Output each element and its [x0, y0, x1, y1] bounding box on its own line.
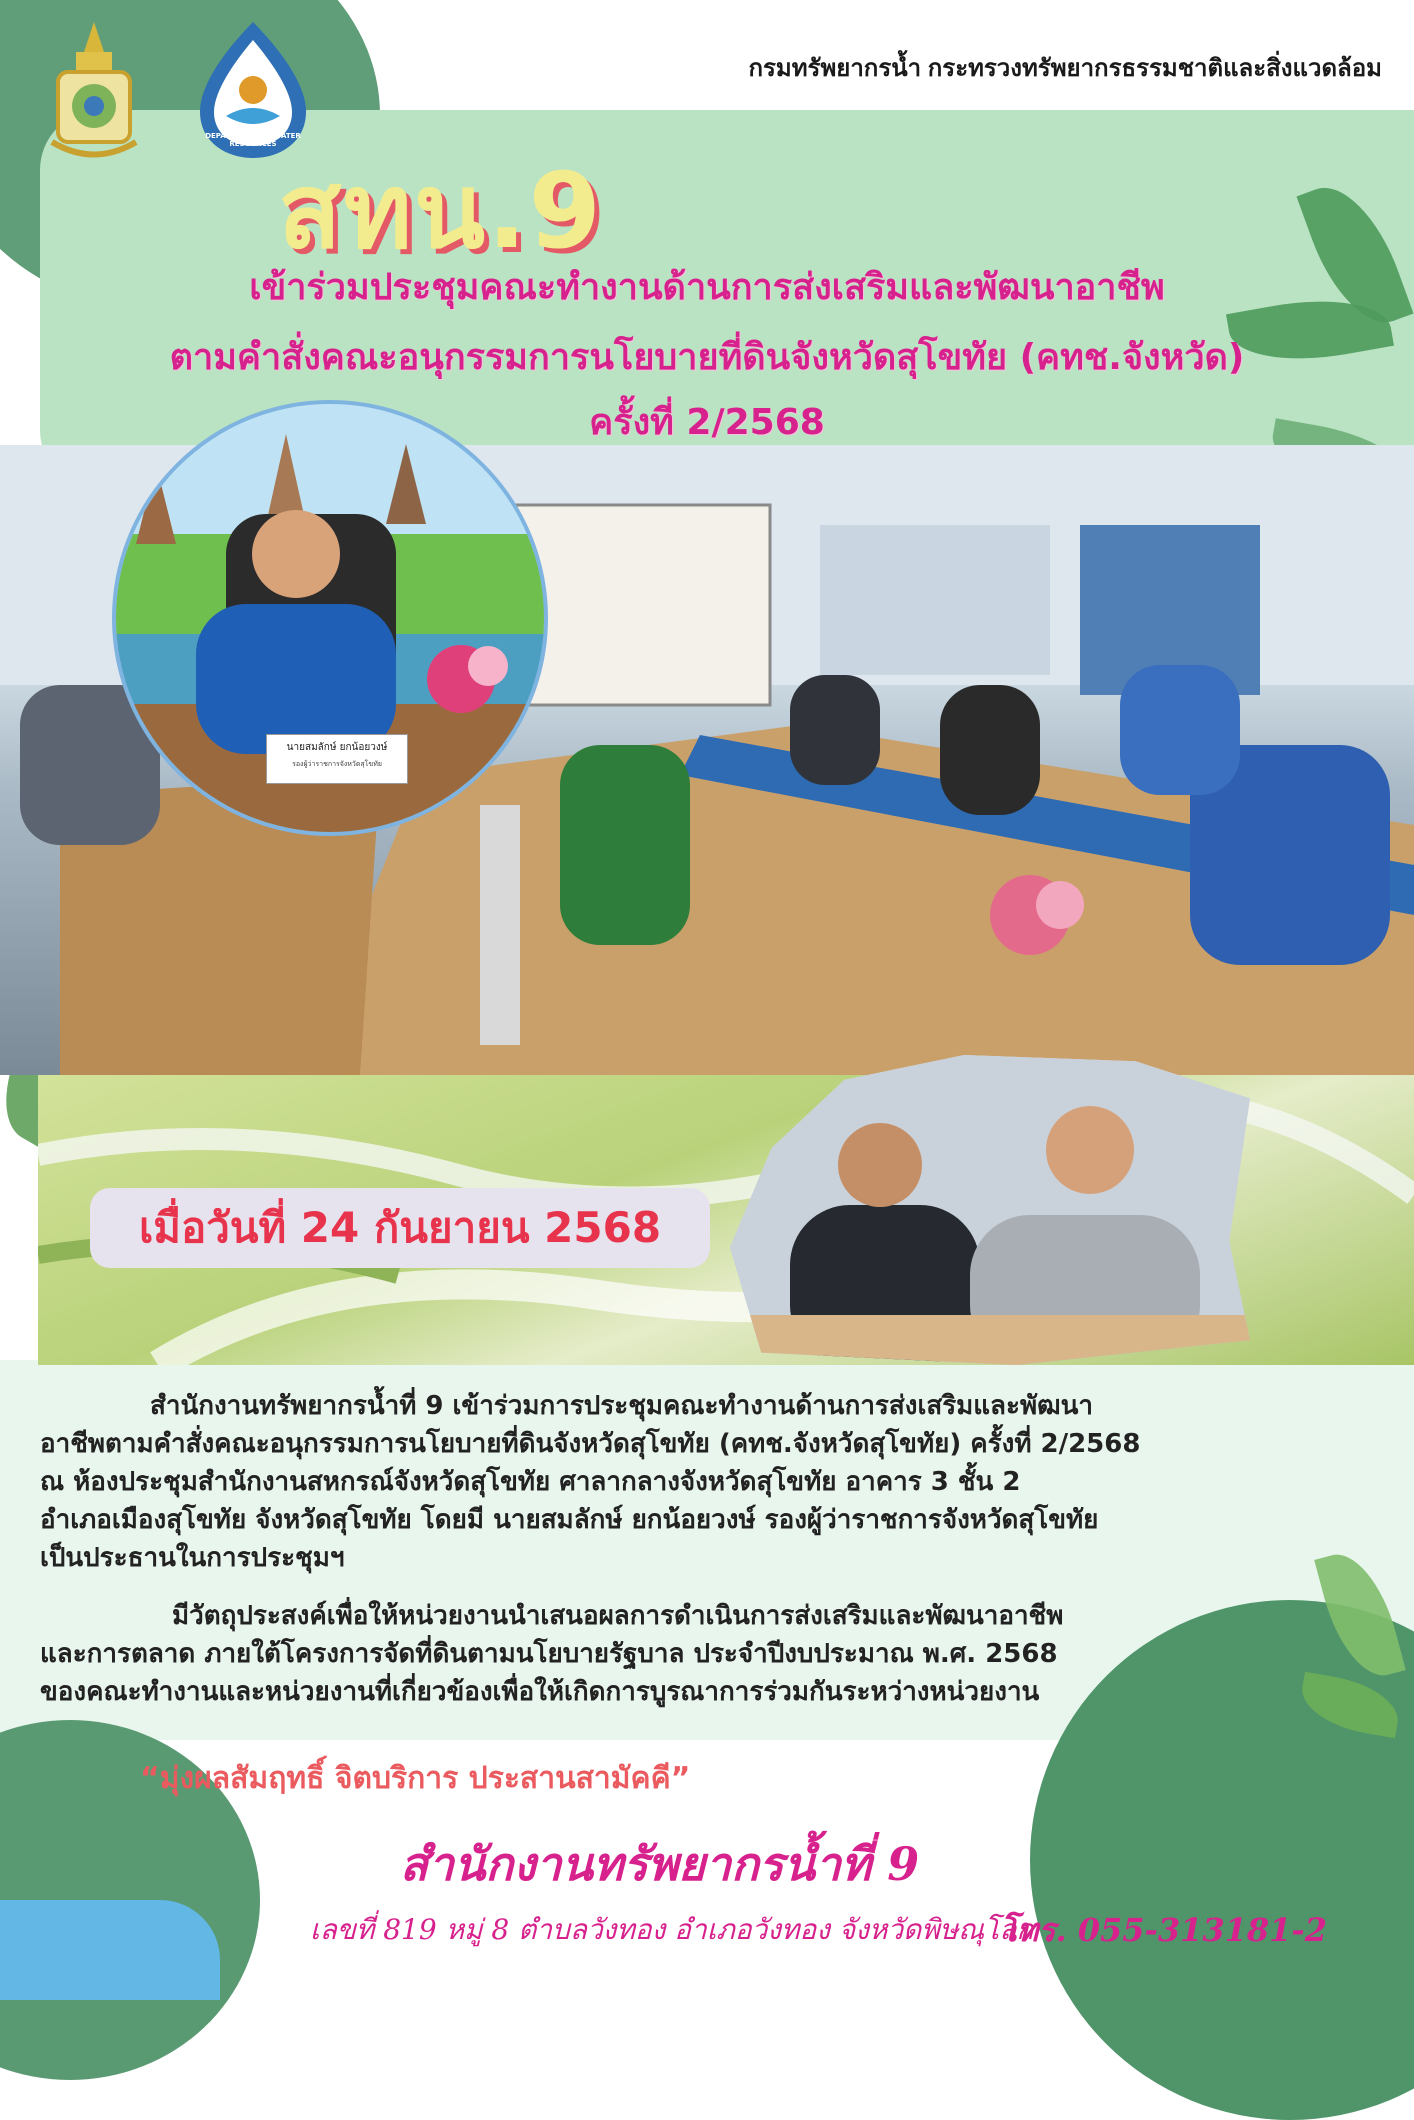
nameplate-name: นายสมลักษ์ ยกน้อยวงษ์ — [286, 742, 388, 753]
nameplate-title: รองผู้ว่าราชการจังหวัดสุโขทัย — [292, 760, 382, 768]
logo-caption: DEPARTMENT OF WATER RESOURCES — [205, 132, 301, 148]
footer-office-name: สำนักงานทรัพยากรน้ำที่ 9 — [400, 1837, 920, 1891]
paragraph-1-line-text: สำนักงานทรัพยากรน้ำที่ 9 เข้าร่วมการประชุมคณะทำงานด้านการส่งเสริมและพัฒนา — [150, 1391, 1093, 1421]
paragraph-1-line — [40, 1387, 1380, 1425]
paragraph-1-line: ณ ห้องประชุมสำนักงานสหกรณ์จังหวัดสุโขทัย ศาลากลางจังหวัดสุโขทัย อาคาร 3 ชั้น 2 — [40, 1467, 1021, 1497]
paragraph-1-line: อาชีพตามคำสั่งคณะอนุกรรมการนโยบายที่ดินจังหวัดสุโขทัย (คทช.จังหวัดสุโขทัย) ครั้งที่ 2/2568 — [40, 1429, 1141, 1459]
chairperson-portrait — [112, 400, 548, 836]
office-abbreviation: สทน.9 — [278, 150, 603, 272]
footer-address: เลขที่ 819 หมู่ 8 ตำบลวังทอง อำเภอวังทอง จังหวัดพิษณุโลก — [310, 1913, 1034, 1946]
paragraph-2-line — [40, 1597, 1380, 1635]
paragraph-1-line: อำเภอเมืองสุโขทัย จังหวัดสุโขทัย โดยมี นายสมลักษ์ ยกน้อยวงษ์ รองผู้ว่าราชการจังหวัดสุโขทัย — [40, 1505, 1099, 1535]
ministry-name: กรมทรัพยากรน้ำ กระทรวงทรัพยากรธรรมชาติและสิ่งแวดล้อม — [748, 55, 1382, 82]
date-badge — [90, 1188, 710, 1268]
paragraph-2-line: และการตลาด ภายใต้โครงการจัดที่ดินตามนโยบายรัฐบาล ประจำปีงบประมาณ พ.ศ. 2568 — [40, 1639, 1058, 1669]
meeting-date: เมื่อวันที่ 24 กันยายน 2568 — [138, 1203, 662, 1252]
paragraph-1-line: เป็นประธานในการประชุมฯ — [40, 1543, 345, 1573]
headline-line-3: ครั้งที่ 2/2568 — [589, 402, 825, 443]
water-decoration — [0, 1900, 220, 2000]
paragraph-1 — [40, 1387, 1380, 1577]
paragraph-2 — [40, 1597, 1380, 1711]
motto: “มุ่งผลสัมฤทธิ์ จิตบริการ ประสานสามัคคี” — [140, 1761, 691, 1796]
footer-phone: โทร. 055-313181-2 — [1000, 1911, 1327, 1949]
headline-line-2: ตามคำสั่งคณะอนุกรรมการนโยบายที่ดินจังหวัดสุโขทัย (คทช.จังหวัด) — [169, 337, 1245, 378]
paragraph-2-line: ของคณะทำงานและหน่วยงานที่เกี่ยวข้องเพื่อให้เกิดการบูรณาการร่วมกันระหว่างหน่วยงาน — [40, 1677, 1040, 1707]
paragraph-2-line-text: มีวัตถุประสงค์เพื่อให้หน่วยงานนำเสนอผลการดำเนินการส่งเสริมและพัฒนาอาชีพ — [172, 1601, 1064, 1631]
ministry-seal-icon — [48, 22, 140, 162]
nameplate — [266, 734, 408, 784]
headline-line-1: เข้าร่วมประชุมคณะทำงานด้านการส่งเสริมและพัฒนาอาชีพ — [249, 267, 1165, 308]
